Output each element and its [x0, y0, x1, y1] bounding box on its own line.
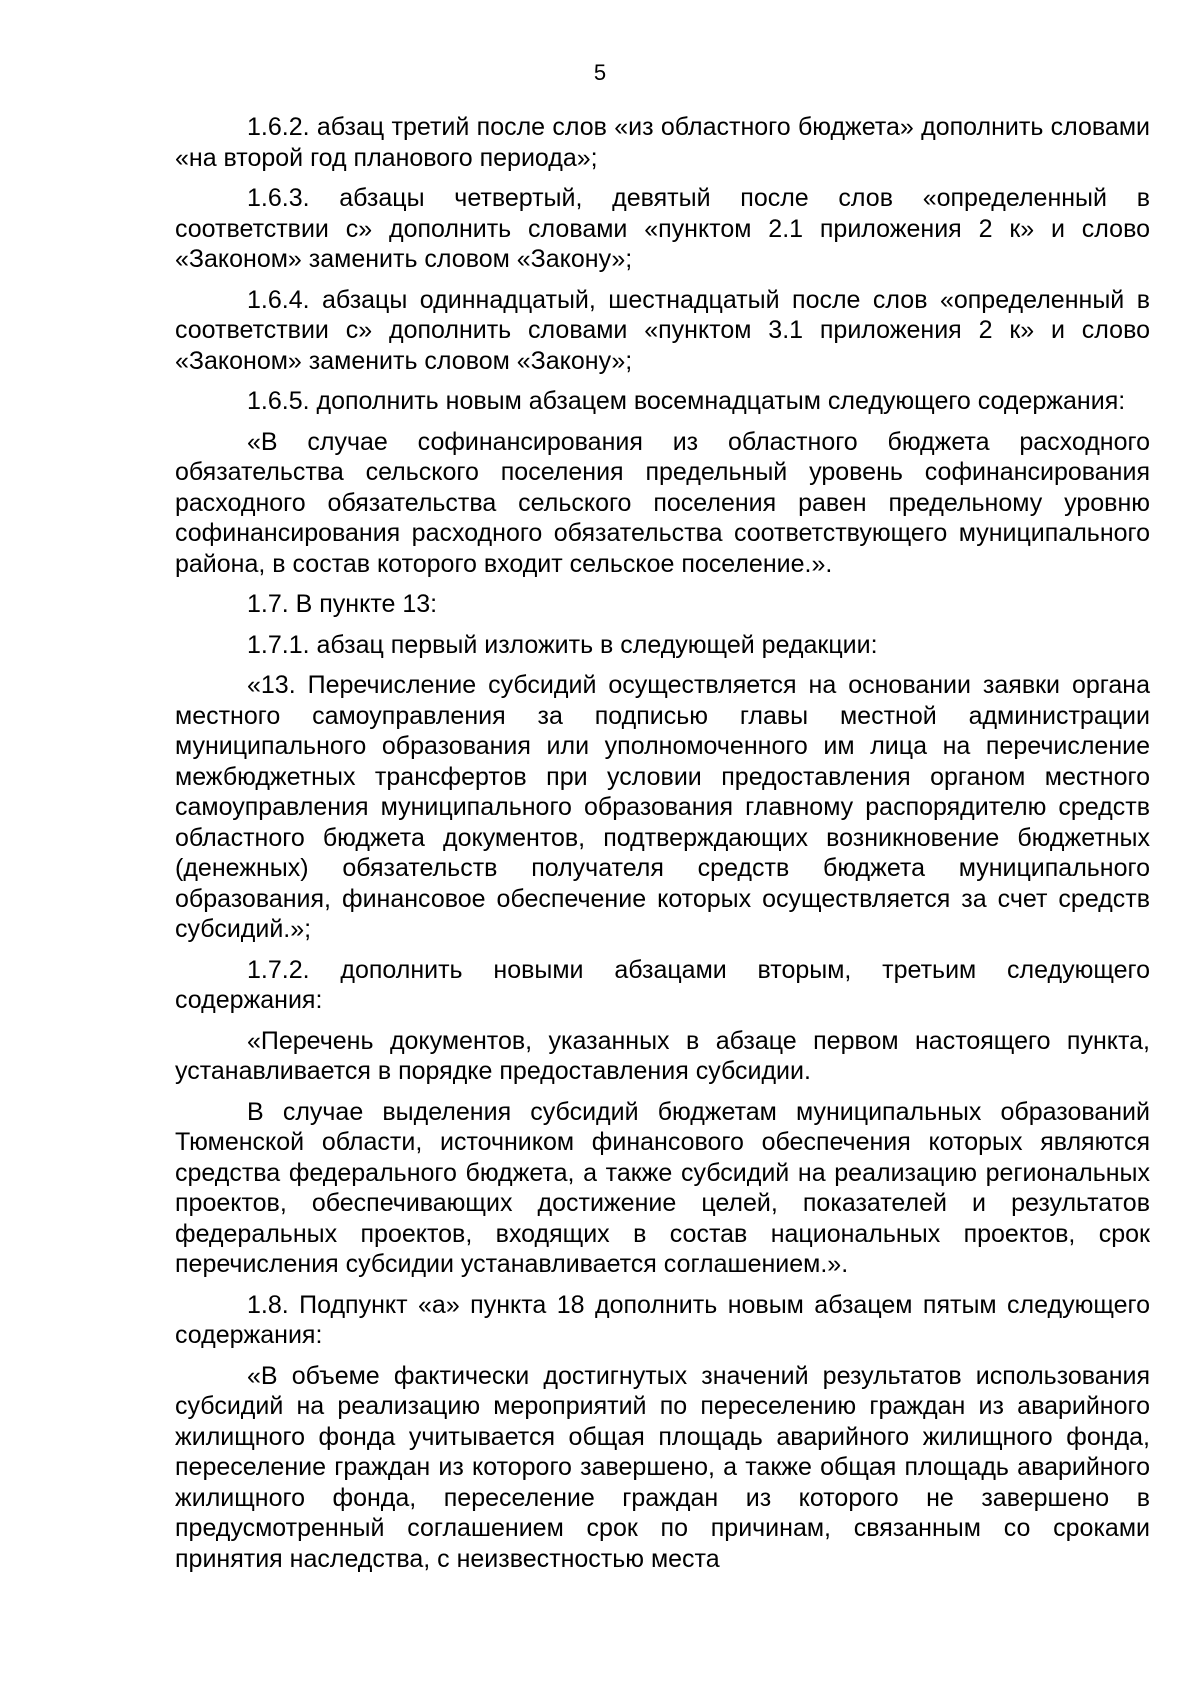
paragraph-1-8: 1.8. Подпункт «а» пункта 18 дополнить новым абзацем пятым следующего содержания:	[175, 1290, 1150, 1349]
paragraph-1-6-4: 1.6.4. абзацы одиннадцатый, шестнадцатый после слов «определенный в соответствии с» дополнить словами «пунктом 3.1 приложения 2 к» и слово «Законом» заменить словом «Закону»;	[175, 285, 1150, 375]
paragraph-quote-cofinancing: «В случае софинансирования из областного бюджета расходного обязательства сельского поселения предельный уровень софинансирования расходного обязательства сельского поселения равен предельному уровню софинансирования расходного обязательства соответствующего муниципального района, в состав которого входит сельское поселение.».	[175, 427, 1150, 578]
paragraph-1-6-2: 1.6.2. абзац третий после слов «из областного бюджета» дополнить словами «на второй год планового периода»;	[175, 113, 1150, 172]
paragraph-quote-item-13: «13. Перечисление субсидий осуществляется на основании заявки органа местного самоуправления за подписью главы местной администрации муниципального образования или уполномоченного им лица на перечисление межбюджетных трансфертов при условии предоставления органом местного самоуправления муниципального образования главному распорядителю средств областного бюджета документов, подтверждающих возникновение бюджетных (денежных) обязательств получателя средств бюджета муниципального образования, финансовое обеспечение которых осуществляется за счет средств субсидий.»;	[175, 671, 1150, 943]
paragraph-1-6-5: 1.6.5. дополнить новым абзацем восемнадцатым следующего содержания:	[247, 387, 1126, 415]
paragraph-1-7-1: 1.7.1. абзац первый изложить в следующей редакции:	[247, 630, 878, 659]
paragraph-1-7: 1.7. В пункте 13:	[247, 590, 438, 618]
page-number: 5	[593, 60, 607, 85]
document-body	[175, 112, 1150, 1584]
paragraph-quote-resettlement: «В объеме фактически достигнутых значений результатов использования субсидий на реализацию мероприятий по переселению граждан из аварийного жилищного фонда учитывается общая площадь аварийного жилищного фонда, переселение граждан из которого завершено, а также общая площадь аварийного жилищного фонда, переселение граждан из которого не завершено в предусмотренный соглашением срок по причинам, связанным со сроками принятия наследства, с неизвестностью места	[175, 1361, 1150, 1573]
paragraph-quote-documents-list: «Перечень документов, указанных в абзаце первом настоящего пункта, устанавливается в порядке предоставления субсидии.	[175, 1026, 1150, 1085]
paragraph-1-6-3: 1.6.3. абзацы четвертый, девятый после слов «определенный в соответствии с» дополнить словами «пунктом 2.1 приложения 2 к» и слово «Законом» заменить словом «Закону»;	[175, 184, 1150, 273]
paragraph-1-7-2: 1.7.2. дополнить новыми абзацами вторым, третьим следующего содержания:	[175, 955, 1150, 1014]
paragraph-quote-federal-funds: В случае выделения субсидий бюджетам муниципальных образований Тюменской области, источником финансового обеспечения которых являются средства федерального бюджета, а также субсидий на реализацию региональных проектов, обеспечивающих достижение целей, показателей и результатов федеральных проектов, входящих в состав национальных проектов, срок перечисления субсидии устанавливается соглашением.».	[175, 1097, 1150, 1278]
